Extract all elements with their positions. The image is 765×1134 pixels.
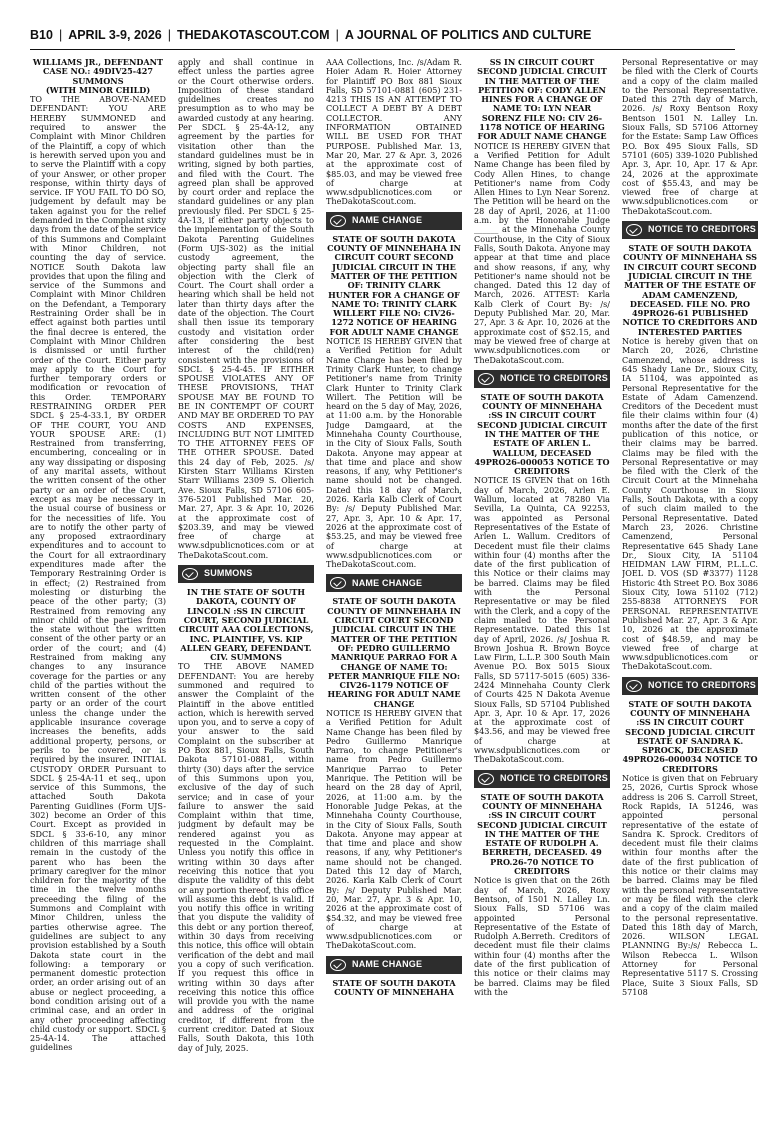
page-header: [30, 20, 735, 50]
column-3: [326, 58, 462, 1130]
column-5: [622, 58, 758, 1130]
section-bar-creditors: [622, 221, 758, 239]
section-badge-icon: [626, 224, 642, 236]
column-1: [30, 58, 166, 1130]
caption: STATE OF SOUTH DAKOTA COUNTY OF MINNEHAHA: [332, 977, 456, 998]
page-number: B10: [30, 27, 53, 42]
notice-columns: [30, 58, 765, 1130]
caption: SS IN CIRCUIT COURT SECOND JUDICIAL CIRCUIT IN THE MATTER OF THE PETITION OF: CODY ALLEN HINES FOR A CHANGE OF NAME TO: LYN NEAR SORENZ FILE NO: CIV 26-1178 NOTICE OF HEARING FOR ADULT NAME CHANGE: [477, 58, 607, 142]
notice-text: NOTICE IS GIVEN that on 16th day of March, 2026, Arlen E. Wallum, located at 78280 Via Sevilla, La Quinta, CA 92253, was appointed as Personal Representatives of the Estate of Arlen L. Wallum. Creditors of Decedent must file their claims within four (4) months after the date of the first publication of this Notice or their claims may be barred. Claims may be filed with the Personal Representative or may be filed with the Clerk, and a copy of the claim mailed to the Personal Representative. Dated this 1st day of April, 2026. /s/ Joshua R. Brown Joshua R. Brown Boyce Law Firm, L.L.P. 300 South Main Avenue P.O. Box 5015 Sioux Falls, SD 57117-5015 (605) 336-2424 Minnehaha County Clerk of Courts 425 N Dakota Avenue Sioux Falls, SD 57104 Published Apr. 3, Apr. 10 & Apr. 17, 2026 at the approximate cost of $43.56, and may be viewed free of charge at www.sdpublicnotices.com or TheDakotaScout.com.: [474, 475, 610, 765]
header-separator: |: [58, 27, 63, 42]
notice-text: Notice is hereby given that on March 20, 2026, Christine Camenzend, whose address is 645 Shady Lane Dr., Sioux City, IA 51104, was appointed as Personal Representative for the Estate of Adam Camenzend. Creditors of the Decedent must file their claims within four (4) months after the date of the first publication of this notice, or their claims may be barred. Claims may be filed with the Personal Representative or may be filed with the Clerk of the Circuit Court at the Minnehaha County Courthouse in Sioux Falls, South Dakota, with a copy of such claim mailed to the Personal Representative. Dated March 23, 2026. Christine Camenzend, Personal Representative 645 Shady Lane Dr., Sioux City, IA 51104 HEIDMAN LAW FIRM, P.L.L.C. JOEL D. VOS (SD #3377) 1128 Historic 4th Street P.O. Box 3086 Sioux City, Iowa 51102 (712) 255-8838 ATTORNEYS FOR PERSONAL REPRESENTATIVE Published Mar. 27, Apr. 3 & Apr. 10, 2026 at the approximate cost of $48.59, and may be viewed free of charge at www.sdpublicnotices.com or TheDakotaScout.com.: [622, 336, 758, 672]
caption: STATE OF SOUTH DAKOTA COUNTY OF MINNEHAHA SS IN CIRCUIT COURT SECOND JUDICIAL CIRCUIT IN THE MATTER OF THE ESTATE OF ADAM CAMENZEND, DECEASED. FILE NO. PRO 49PRO26-61 PUBLISHED NOTICE TO CREDITORS AND INTERESTED PARTIES: [622, 243, 758, 337]
section-bar-name-change: [326, 212, 462, 230]
section-bar-name-change: [326, 574, 462, 592]
section-bar-creditors: [622, 677, 758, 695]
section-title: NOTICE TO CREDITORS: [648, 224, 756, 235]
notice-text: NOTICE IS HEREBY GIVEN that a Verified Petition for Adult Name Change has been filed by Trinity Clark Hunter, to change Petitioner's name from Trinity Clark Hunter to Trinity Clark Willert. The Petition will be heard on the 5 day of May, 2026, at 11:00 a.m. by the Honorable Judge Damgaard, at the Minnehaha County Courthouse, in the City of Sioux Falls, South Dakota. Anyone may appear at that time and place and show reasons, if any, why Petitioner's name should not be changed. Dated this 18 day of March, 2026. Karla Kalb Clerk of Court By: /s/ Deputy Published Mar. 27, Apr. 3, Apr. 10 & Apr. 17, 2026 at the approximate cost of $53.25, and may be viewed free of charge at www.sdpublicnotices.com or TheDakotaScout.com.: [326, 336, 462, 570]
notice-text: apply and shall continue in effect unless the parties agree or the Court otherwise orders. Imposition of these standard guidelines creates no presumption as to who may be awarded custody at any hearing. Per SDCL § 25-4A-12, any agreement by the parties for visitation other than the standard guidelines must be in writing, signed by both parties, and filed with the Court. The agreed plan shall be approved by court order and replace the standard guidelines or any plan previously filed. Per SDCL § 25-4A-13, if either party objects to the implementation of the South Dakota Parenting Guidelines (Form UJS-302) as the initial custody agreement, the objecting party shall file an objection with the Clerk of Court. The Court shall order a hearing which shall be held not later than thirty days after the date of the objection. The Court shall then issue its temporary custody and visitation order after considering the best interest of the child(ren) consistent with the provisions of SDCL § 25-4-45. IF EITHER SPOUSE VIOLATES ANY OF THESE PROVISIONS, THAT SPOUSE MAY BE FOUND TO BE IN CONTEMPT OF COURT AND MAY BE ORDERED TO PAY COSTS AND EXPENSES, INCLUDING BUT NOT LIMITED TO THE ATTORNEY FEES OF THE OTHER SPOUSE. Dated this 24 day of Feb, 2025. /s/ Kirsten Starr Williams Kirsten Starr Williams 2309 S. Olierich Ave. Sioux Falls, SD 57106 605-376-5201 Published Mar. 20, Mar. 27, Apr. 3 & Apr. 10, 2026 at the approximate cost of $203.39, and may be viewed free of charge at www.sdpublicnotices.com or at TheDakotaScout.com.: [178, 58, 314, 560]
section-badge-icon: [330, 577, 346, 589]
section-title: NOTICE TO CREDITORS: [648, 680, 756, 691]
notice-text: NOTICE IS HEREBY GIVEN that a Verified Petition for Adult Name Change has been filed by Cody Allen Hines, to change Petitioner's name from Cody Allen Hines to Lyn Near Sorenz. The Petition will be heard on the 28 day of April, 2026, at 11:00 a.m. by the Honorable Judge ______ at the Minnehaha County Courthouse, in the City of Sioux Falls, South Dakota. Anyone may appear at that time and place and show reasons, if any, why Petitioner's name should not be changed. Dated this 12 day of March, 2026. ATTEST: Karla Kalb Clerk of Court By: /s/ Deputy Published Mar. 20, Mar. 27, Apr. 3 & Apr. 10, 2026 at the approximate cost of $52.15, and may be viewed free of charge at www.sdpublicnotices.com or TheDakotaScout.com.: [474, 140, 610, 365]
tagline: A JOURNAL OF POLITICS AND CULTURE: [344, 27, 592, 42]
caption: STATE OF SOUTH DAKOTA COUNTY OF MINNEHAHA :SS IN CIRCUIT COURT SECOND JUDICIAL CIRCUIT IN THE MATTER OF THE ESTATE OF ARLEN L. WALLUM, DECEASED 49PRO26-000053 NOTICE TO CREDITORS: [474, 391, 610, 477]
section-badge-icon: [478, 773, 494, 785]
issue-date: APRIL 3-9, 2026: [68, 27, 162, 42]
caption: STATE OF SOUTH DAKOTA COUNTY OF MINNEHAHA IN CIRCUIT COURT SECOND JUDICIAL CIRCUIT IN THE MATTER OF THE PETITION OF: PEDRO GUILLERMO MANRIQUE PARRAO FOR A CHANGE OF NAME TO: PETER MANRIQUE FILE NO: CIV26-1179 NOTICE OF HEARING FOR ADULT NAME CHANGE: [327, 596, 461, 709]
section-badge-icon: [478, 373, 494, 385]
section-badge-icon: [626, 680, 642, 692]
section-title: NAME CHANGE: [352, 577, 423, 588]
section-badge-icon: [330, 215, 346, 227]
caption: STATE OF SOUTH DAKOTA COUNTY OF MINNEHAHA :SS IN CIRCUIT COURT SECOND JUDICIAL CIRCUIT ESTATE OF SANDRA K. SPROCK, DECEASED 49PRO26-000034 NOTICE TO CREDITORS: [622, 698, 758, 774]
caption: STATE OF SOUTH DAKOTA COUNTY OF MINNEHAHA :SS IN CIRCUIT COURT SECOND JUDICIAL CIRCUIT IN THE MATTER OF THE ESTATE OF RUDOLPH A. BERRETH, DECEASED. 49 PRO.26-70 NOTICE TO CREDITORS: [477, 791, 607, 877]
section-bar-summons: [178, 565, 314, 583]
notice-text: TO THE ABOVE NAMED DEFENDANT: You are hereby summoned and required to answer the Complaint of the Plaintiff in the above entitled action, which is herewith served upon you, and to serve a copy of your answer to the said Complaint on the subscriber at PO Box 881, Sioux Falls, South Dakota 57101-0881, within thirty (30) days after the service of this Summons upon you, exclusive of the day of such service; and in case of your failure to answer the said Complaint within that time, judgment by default may be rendered against you as requested in the Complaint. Unless you notify this office in writing within 30 days after receiving this notice that you dispute the validity of this debt or any portion thereof, this office will assume this debt is valid. If you notify this office in writing that you dispute the validity of this debt or any portion thereof, within 30 days from receiving this notice, this office will obtain verification of the debt and mail you a copy of such verification. If you request this office in writing within 30 days after receiving this notice this office will provide you with the name and address of the original creditor, if different from the current creditor. Dated at Sioux Falls, South Dakota, this 10th day of July, 2025.: [178, 661, 314, 1053]
section-title: NOTICE TO CREDITORS: [500, 773, 608, 784]
section-bar-creditors: [474, 370, 610, 388]
section-bar-name-change: [326, 956, 462, 974]
notice-text: NOTICE IS HEREBY GIVEN that a Verified Petition for Adult Name Change has been filed by Pedro Guillermo Manrique Parrao, to change Petitioner's name from Pedro Guillermo Manrique Parrao to Peter Manrique. The Petition will be heard on the 28 day of April, 2026, at 11:00 a.m. by the Honorable Judge Pekas, at the Minnehaha County Courthouse, in the City of Sioux Falls, South Dakota. Anyone may appear at that time and place and show reasons, if any, why Petitioner's name should not be changed. Dated this 12 day of March, 2026. Karla Kalb Clerk of Court By: /s/ Deputy Published Mar. 20, Mar. 27, Apr. 3 & Apr. 10, 2026 at the approximate cost of $54.32, and may be viewed free of charge at www.sdpublicnotices.com or TheDakotaScout.com.: [326, 708, 462, 951]
notice-text: Notice is given that on the 26th day of March, 2026, Roxy Bentson, of 1501 N. Lalley Ln. Sioux Falls, SD 57106 was appointed Personal Representative of the Estate of Rudolph A.Berreth. Creditors of decedent must file their claims within four (4) months after the date of the first publication of this notice or their claims may be barred. Claims may be filed with the: [474, 875, 610, 997]
site-name: THEDAKOTASCOUT.COM: [177, 27, 330, 42]
section-title: NAME CHANGE: [352, 959, 423, 970]
caption: IN THE STATE OF SOUTH DAKOTA, COUNTY OF LINCOLN :SS IN CIRCUIT COURT, SECOND JUDICIAL CIRCUIT AAA COLLECTIONS, INC. PLAINTIFF, VS. KIP ALLEN GEARY, DEFENDANT. CIV. SUMMONS: [178, 587, 314, 663]
section-title: SUMMONS: [204, 568, 253, 579]
section-bar-creditors: [474, 770, 610, 788]
notice-text: Notice is given that on February 25, 2026, Curtis Sprock whose address is 206 S. Carroll Street, Rock Rapids, IA 51246, was appointed personal representative of the estate of Sandra K. Sprock. Creditors of decedent must file their claims within four months after the date of the first publication of this notice or their claims may be barred. Claims may be filed with the personal representative or may be filed with the clerk and a copy of the claim mailed to the personal representative. Dated this 18th day of March, 2026. WILSON LEGAL PLANNING By:/s/ Rebecca L. Wilson Rebecca L. Wilson Attorney for Personal Representative 5117 S. Crossing Place, Suite 3 Sioux Falls, SD 57108: [622, 773, 758, 997]
section-badge-icon: [182, 568, 198, 580]
section-badge-icon: [330, 959, 346, 971]
caption: STATE OF SOUTH DAKOTA COUNTY OF MINNEHAHA IN CIRCUIT COURT SECOND JUDICIAL CIRCUIT IN THE MATTER OF THE PETITION OF: TRINITY CLARK HUNTER FOR A CHANGE OF NAME TO: TRINITY CLARK WILLERT FILE NO: CIV26-1272 NOTICE OF HEARING FOR ADULT NAME CHANGE: [327, 233, 461, 337]
column-2: [178, 58, 314, 1130]
notice-text: AAA Collections, Inc. /s/Adam R. Hoier Adam R. Hoier Attorney for Plaintiff PO Box 881 Sioux Falls, SD 57101-0881 (605) 231-4213 THIS IS AN ATTEMPT TO COLLECT A DEBT BY A DEBT COLLECTOR. ANY INFORMATION OBTAINED WILL BE USED FOR THAT PURPOSE. Published Mar. 13, Mar 20, Mar. 27 & Apr. 3, 2026 at the approximate cost of $85.03, and may be viewed free of charge at www.sdpublicnotices.com or TheDakotaScout.com.: [326, 58, 462, 207]
notice-text: Personal Representative or may be filed with the Clerk of Courts and a copy of the claim mailed to the Personal Representative. Dated this 27th day of March, 2026. /s/ Roxy Bentson Roxy Bentson 1501 N. Lalley Ln. Sioux Falls, SD 57106 Attorney for the Estate: Samp Law Offices P.O. Box 495 Sioux Falls, SD 57101 (605) 339-1020 Published Apr. 3, Apr. 10, Apr. 17 & Apr. 24, 2026 at the approximate cost of $55.43, and may be viewed free of charge at www.sdpublicnotices.com or TheDakotaScout.com.: [622, 58, 758, 216]
notice-text: TO THE ABOVE-NAMED DEFENDANT: YOU ARE HEREBY SUMMONED and required to answer the Complaint with Minor Children of the Plaintiff, a copy of which is herewith served upon you and to serve the Plaintiff with a copy of your Answer, or other proper response, within thirty days of service. IF YOU FAIL TO DO SO, judgement by default may be taken against you for the relief demanded in the Complaint sixty days from the date of the service of this Summons and Complaint with Minor Children, not counting the day of service. NOTICE South Dakota law provides that upon the filing and service of the Summons and Complaint with Minor Children on the Defendant, a Temporary Restraining Order shall be in effect against both parties until the final decree is entered, the Complaint with Minor Children is dismissed or until further order of the Court. Either party may apply to the Court for further temporary orders or modification or revocation of this Order. TEMPORARY RESTRAINING ORDER PER SDCL § 25-4-33.1, BY ORDER OF THE COURT, YOU AND YOUR SPOUSE ARE: (1) Restrained from transferring, encumbering, concealing or in any way dissipating or disposing of any marital assets, without the written consent of the other party or an order of the Court, except as may be necessary in the usual course of business or for the necessities of life. You are to notify the other party of any proposed extraordinary expenditures and to account to the Court for all extraordinary expenditures made after the Temporary Restraining Order is in effect; (2) Restrained from molesting or disturbing the peace of the other party; (3) Restrained from removing any minor child of the parties from the state without the written consent of the other party or an order of the court; and (4) Restrained from making any changes to any insurance coverage for the parties or any child of the parties without the written consent of the other party or an order of the court unless the change under the applicable insurance coverage increases the benefits, adds additional property, persons, or perils to be covered, or is required by the insurer. INITIAL CUSTODY ORDER Pursuant to SDCL § 25-4A-11 et seq., upon service of this Summons, the attached South Dakota Parenting Guidlines (Form UJS-302) become an Order of this Court. Except as provided in SDCL § 33-6-10, any minor children of this marriage shall remain in the custody of the parent who has been the primary caregiver for the minor children for the majority of the time in the twelve months preceeding the filing of the Summons and Complaint with Minor Children, unless the parties otherwise agree. The guidelines are subject to any provision established by a South Dakota state court in the following: a temporary or permanent domestic protection order, an order arising out of an abuse or neglect proceeding, a bond condition arising out of a criminal case, and an order in any other proceeding affecting child custody or support. SDCL § 25-4A-14. The attached guidelines: [30, 94, 166, 1053]
caption: WILLIAMS JR., DEFENDANT CASE NO.: 49DIV25-427 SUMMONS (WITH MINOR CHILD): [32, 58, 164, 95]
column-4: [474, 58, 610, 1130]
section-title: NOTICE TO CREDITORS: [500, 373, 608, 384]
header-separator: |: [167, 27, 172, 42]
header-separator: |: [335, 27, 339, 42]
section-title: NAME CHANGE: [352, 215, 423, 226]
